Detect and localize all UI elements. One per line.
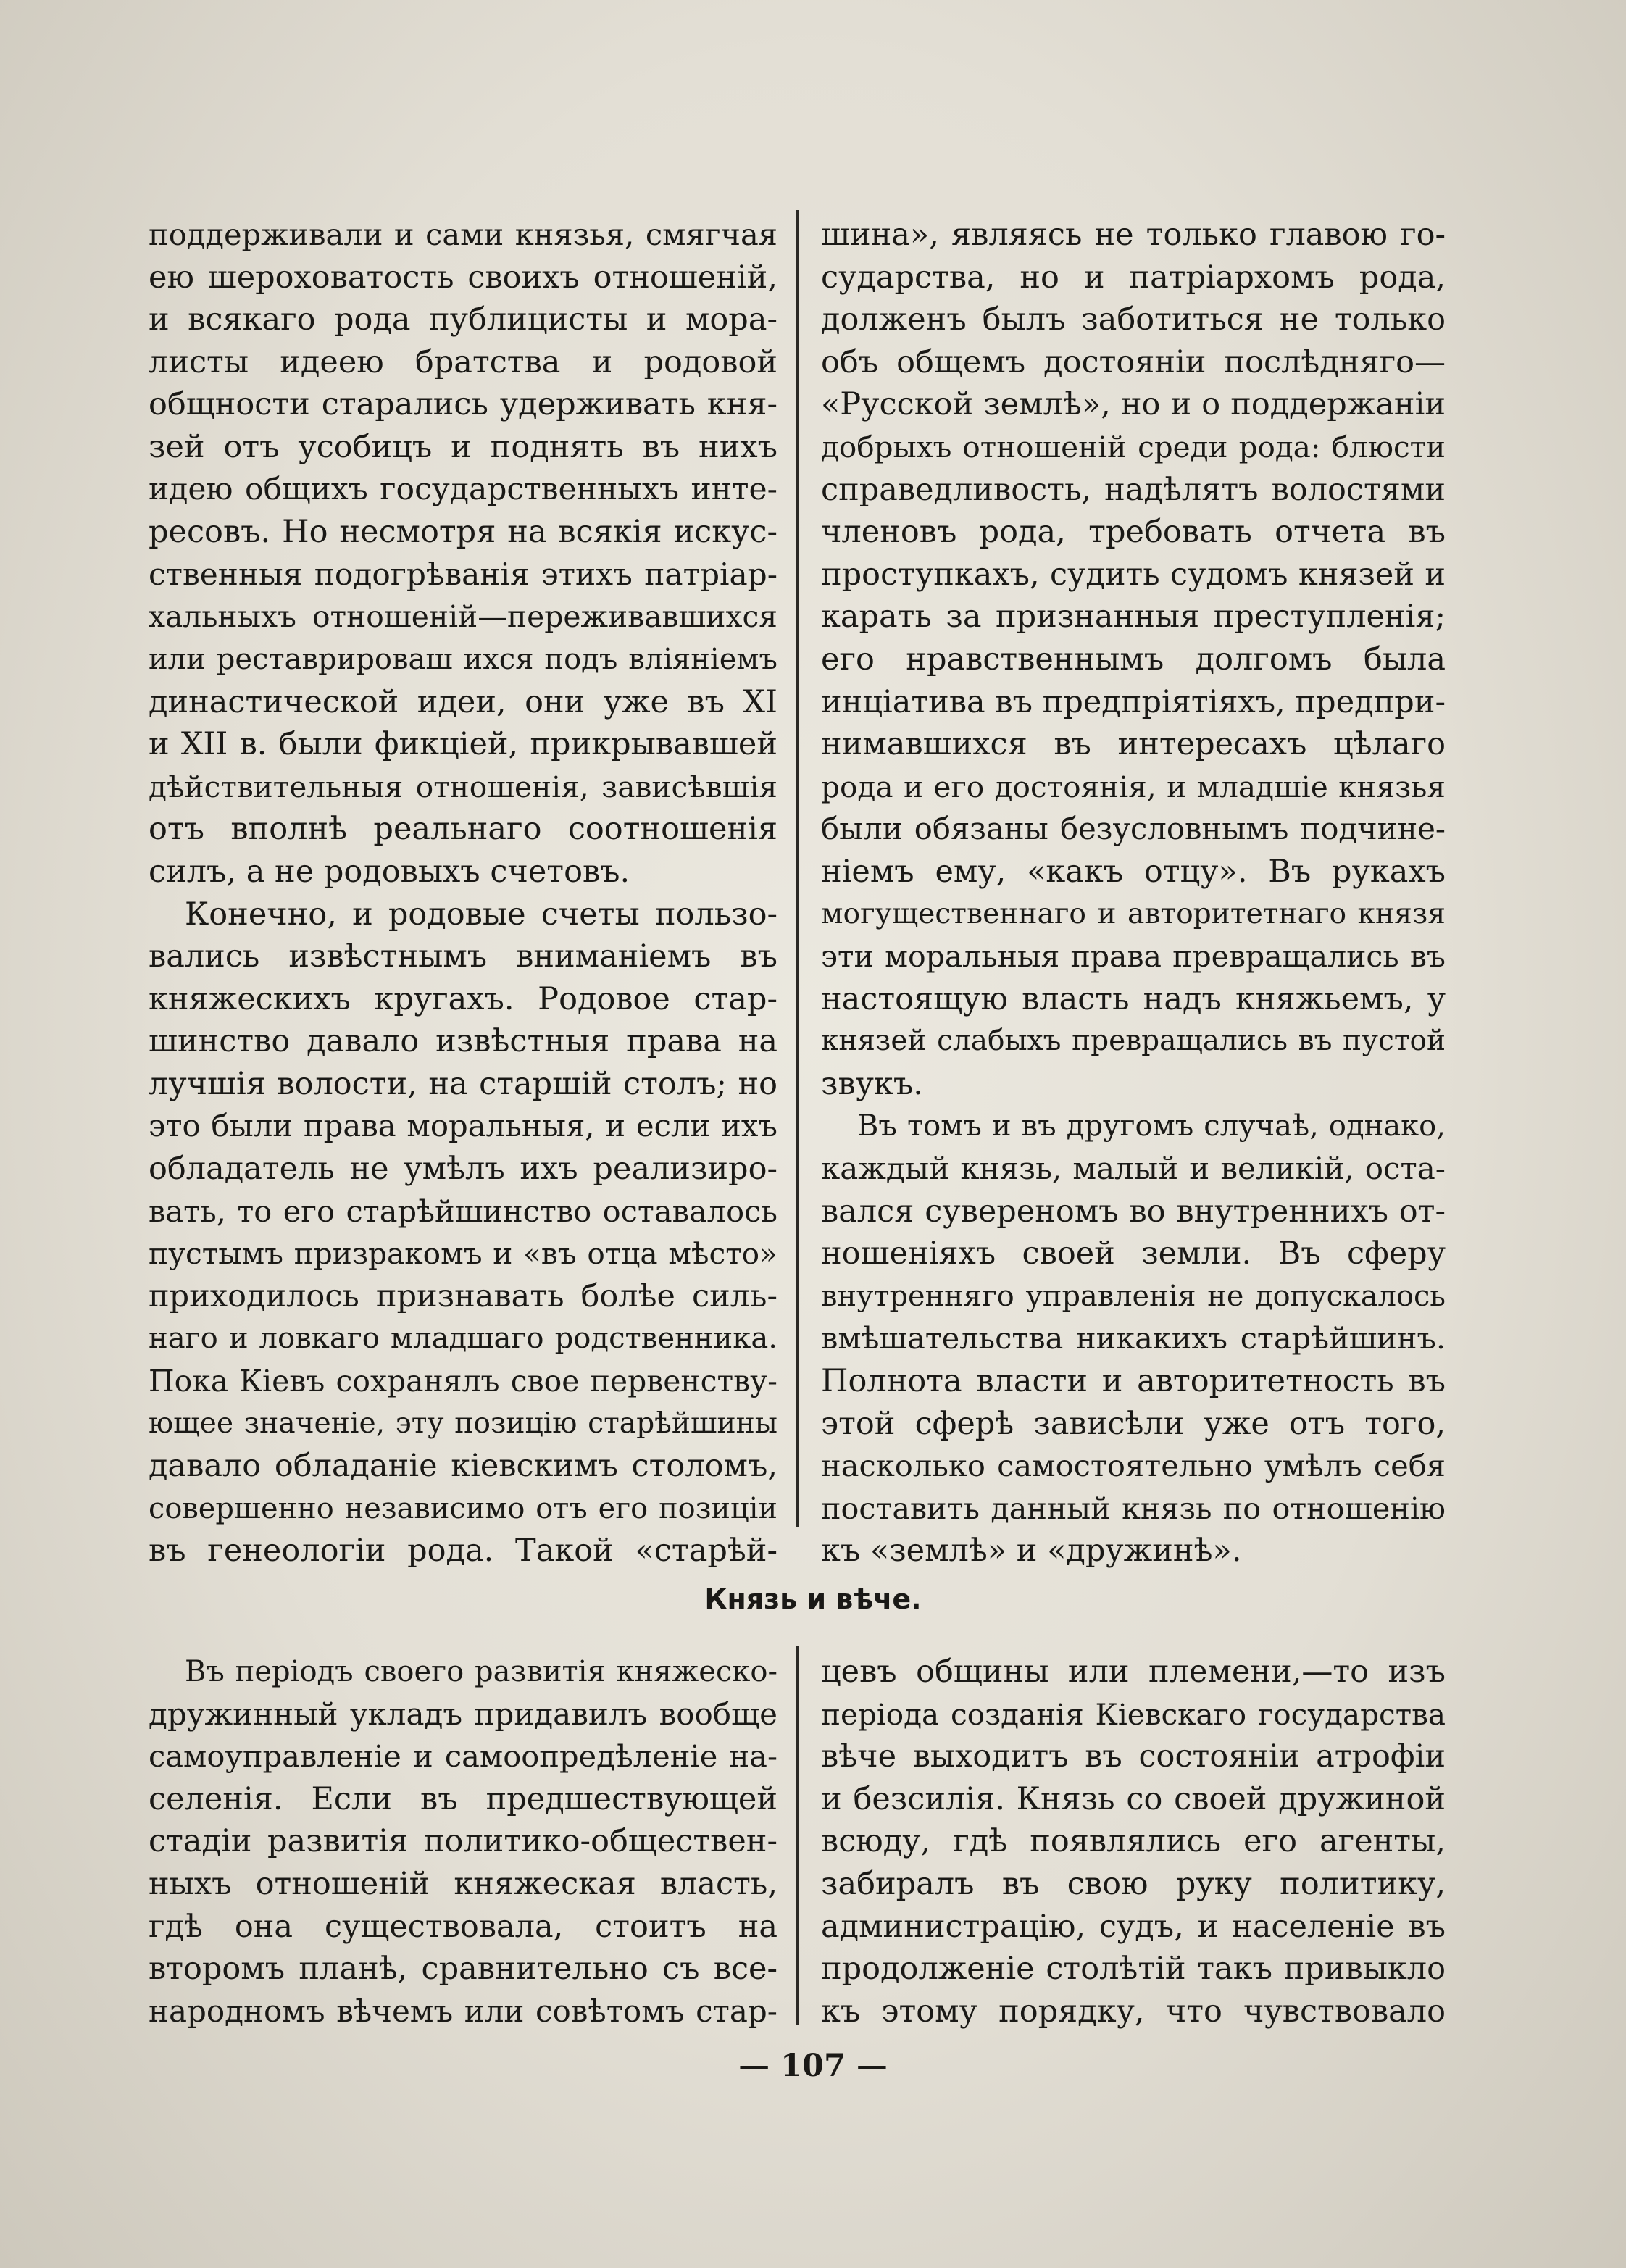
text-line: ныхъ отношеній княжеская власть, <box>149 1865 777 1902</box>
text-line: приходилось признавать болѣе силь- <box>149 1277 777 1314</box>
text-line: дружинный укладъ придавилъ вообще <box>149 1696 777 1732</box>
text-line: администрацію, судъ, и населеніе въ <box>821 1908 1446 1945</box>
text-column-bottom-left <box>149 1651 777 2033</box>
text-line: силъ, а не родовыхъ счетовъ. <box>149 853 630 890</box>
text-line: дѣйствительныя отношенія, зависѣвшія <box>149 769 777 804</box>
text-line: князей слабыхъ превращались въ пустой <box>821 1025 1446 1058</box>
text-line: цевъ общины или племени,—то изъ <box>821 1654 1446 1690</box>
text-line: и XII в. были фикціей, прикрывавшей <box>149 726 777 763</box>
text-line: внутренняго управленія не допускалось <box>821 1279 1446 1313</box>
text-line: народномъ вѣчемъ или совѣтомъ стар- <box>149 1993 777 2029</box>
text-line: обладатель не умѣлъ ихъ реализиро- <box>149 1151 777 1188</box>
text-line: добрыхъ отношеній среди рода: блюсти <box>821 429 1446 464</box>
text-line: Пока Кіевъ сохранялъ свое первенству- <box>149 1364 777 1399</box>
text-line: объ общемъ достояніи послѣдняго— <box>821 343 1446 380</box>
text-line: шинство давало извѣстныя права на <box>149 1023 777 1060</box>
text-line: рода и его достоянія, и младшіе князья <box>821 769 1446 804</box>
text-line: княжескихъ кругахъ. Родовое стар- <box>149 980 777 1017</box>
text-line: всюду, гдѣ появлялись его агенты, <box>821 1823 1446 1860</box>
text-line: періода созданія Кіевскаго государства <box>821 1696 1446 1732</box>
text-line: вался сувереномъ во внутреннихъ от- <box>821 1193 1446 1230</box>
text-line: зей отъ усобицъ и поднять въ нихъ <box>149 428 777 465</box>
text-line: самоуправленіе и самоопредѣленіе на- <box>149 1738 777 1775</box>
text-line: продолженіе столѣтій такъ привыкло <box>821 1951 1446 1988</box>
text-line: ею шероховатость своихъ отношеній, <box>149 259 777 296</box>
text-line: эти моральныя права превращались въ <box>821 939 1446 975</box>
text-line: звукъ. <box>821 1065 923 1102</box>
text-line: листы идеею братства и родовой <box>149 343 777 380</box>
text-line: общности старались удерживать кня- <box>149 386 777 423</box>
text-line: селенія. Если въ предшествующей <box>149 1780 777 1817</box>
column-divider <box>796 210 799 1527</box>
text-line: были обязаны безусловнымъ подчине- <box>821 811 1446 847</box>
text-column-bottom-right <box>821 1651 1446 2033</box>
text-line: шина», являясь не только главою го- <box>821 217 1446 253</box>
text-column-top-right <box>821 214 1446 1572</box>
text-line: къ этому порядку, что чувствовало <box>821 1993 1446 2030</box>
text-column-top-left <box>149 214 777 1572</box>
column-divider <box>796 1646 799 2025</box>
text-line: Въ періодъ своего развитія княжеско- <box>185 1655 777 1688</box>
text-line: и безсилія. Князь со своей дружиной <box>821 1780 1446 1817</box>
text-line: вать, то его старѣйшинство оставалось <box>149 1193 777 1229</box>
text-line: въ генеологіи рода. Такой «старѣй- <box>149 1533 777 1569</box>
text-line: ющее значеніе, эту позицію старѣйшины <box>149 1406 777 1440</box>
text-line: поставить данный князь по отношенію <box>821 1491 1446 1526</box>
text-line: лучшія волости, на старшій столъ; но <box>149 1065 777 1102</box>
text-line: справедливость, надѣлятъ волостями <box>821 471 1446 508</box>
text-line: проступкахъ, судить судомъ князей и <box>821 556 1446 593</box>
text-line: поддерживали и сами князья, смягчая <box>149 217 777 252</box>
text-line: ношеніяхъ своей земли. Въ сферу <box>821 1235 1446 1272</box>
text-line: вмѣшательства никакихъ старѣйшинъ. <box>821 1321 1446 1356</box>
text-line: ніемъ ему, «какъ отцу». Въ рукахъ <box>821 853 1446 890</box>
text-line: долженъ былъ заботиться не только <box>821 301 1446 338</box>
text-line: ственныя подогрѣванія этихъ патріар- <box>149 556 777 592</box>
text-line: давало обладаніе кіевскимъ столомъ, <box>149 1448 777 1485</box>
text-line: вались извѣстнымъ вниманіемъ въ <box>149 938 777 975</box>
text-line: второмъ планѣ, сравнительно съ все- <box>149 1951 777 1988</box>
text-line: стадіи развитія политико-обществен- <box>149 1823 777 1860</box>
text-line: «Русской землѣ», но и о поддержаніи <box>821 386 1446 423</box>
text-line: Въ томъ и въ другомъ случаѣ, однако, <box>857 1109 1446 1143</box>
text-line: наго и ловкаго младшаго родственника. <box>149 1322 777 1356</box>
text-line: его нравственнымъ долгомъ была <box>821 641 1446 678</box>
section-heading: Князь и вѣче. <box>704 1583 922 1615</box>
text-line: это были права моральныя, и если ихъ <box>149 1108 777 1144</box>
text-line: отъ вполнѣ реальнаго соотношенія <box>149 811 777 848</box>
text-line: совершенно независимо отъ его позиціи <box>149 1491 777 1525</box>
text-line: могущественнаго и авторитетнаго князя <box>821 897 1446 930</box>
text-line: гдѣ она существовала, стоитъ на <box>149 1908 777 1945</box>
text-line: членовъ рода, требовать отчета въ <box>821 514 1446 551</box>
text-line: династической идеи, они уже въ XI <box>149 683 777 720</box>
text-line: нимавшихся въ интересахъ цѣлаго <box>821 726 1446 763</box>
text-line: идею общихъ государственныхъ инте- <box>149 471 777 507</box>
text-line: пустымъ призракомъ и «въ отца мѣсто» <box>149 1236 777 1272</box>
text-line: этой сферѣ зависѣли уже отъ того, <box>821 1405 1446 1442</box>
text-line: инціатива въ предпріятіяхъ, предпри- <box>821 683 1446 720</box>
text-line: сударства, но и патріархомъ рода, <box>821 259 1446 296</box>
text-line: забиралъ въ свою руку политику, <box>821 1865 1446 1902</box>
text-line: къ «землѣ» и «дружинѣ». <box>821 1533 1242 1569</box>
text-line: хальныхъ отношеній—переживавшихся <box>149 599 777 635</box>
text-line: каждый князь, малый и великій, оста- <box>821 1151 1446 1187</box>
text-line: карать за признанныя преступленія; <box>821 599 1446 635</box>
text-line: Конечно, и родовые счеты пользо- <box>185 896 777 933</box>
text-line: Полнота власти и авторитетность въ <box>821 1363 1446 1400</box>
page-number: — 107 — <box>738 2048 888 2084</box>
text-line: ресовъ. Но несмотря на всякія искус- <box>149 514 777 551</box>
text-line: или реставрироваш ихся подъ вліяніемъ <box>149 642 777 676</box>
text-line: насколько самостоятельно умѣлъ себя <box>821 1448 1446 1484</box>
text-line: и всякаго рода публицисты и мора- <box>149 301 777 338</box>
text-line: настоящую власть надъ княжьемъ, у <box>821 980 1446 1017</box>
text-line: вѣче выходитъ въ состояніи атрофіи <box>821 1738 1446 1775</box>
